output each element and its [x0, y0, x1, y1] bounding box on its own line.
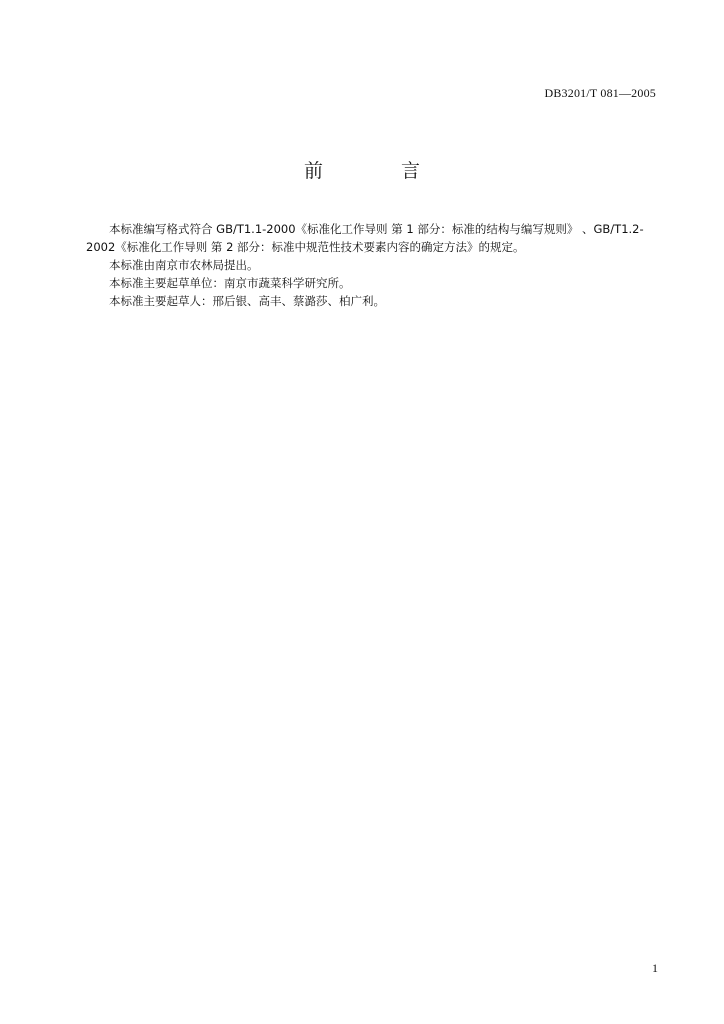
- paragraph-drafting-unit: 本标准主要起草单位：南京市蔬菜科学研究所。: [109, 276, 351, 290]
- paragraph-drafters: 本标准主要起草人：邢后银、高丰、蔡潞莎、柏广利。: [109, 294, 385, 308]
- paragraph-format-compliance: 本标准编写格式符合 GB/T1.1-2000《标准化工作导则 第 1 部分：标准的结构与编写规则》 、GB/T1.2-2002《标准化工作导则 第 2 部分：标准中规范性技术要素内容的确定方法》的规定。: [86, 222, 644, 254]
- page-title: 前 言: [303, 160, 457, 182]
- page-number: 1: [652, 961, 658, 975]
- paragraph-proposer: 本标准由南京市农林局提出。: [109, 258, 259, 272]
- document-body: [86, 220, 666, 310]
- document-code: DB3201/T 081—2005: [544, 86, 656, 100]
